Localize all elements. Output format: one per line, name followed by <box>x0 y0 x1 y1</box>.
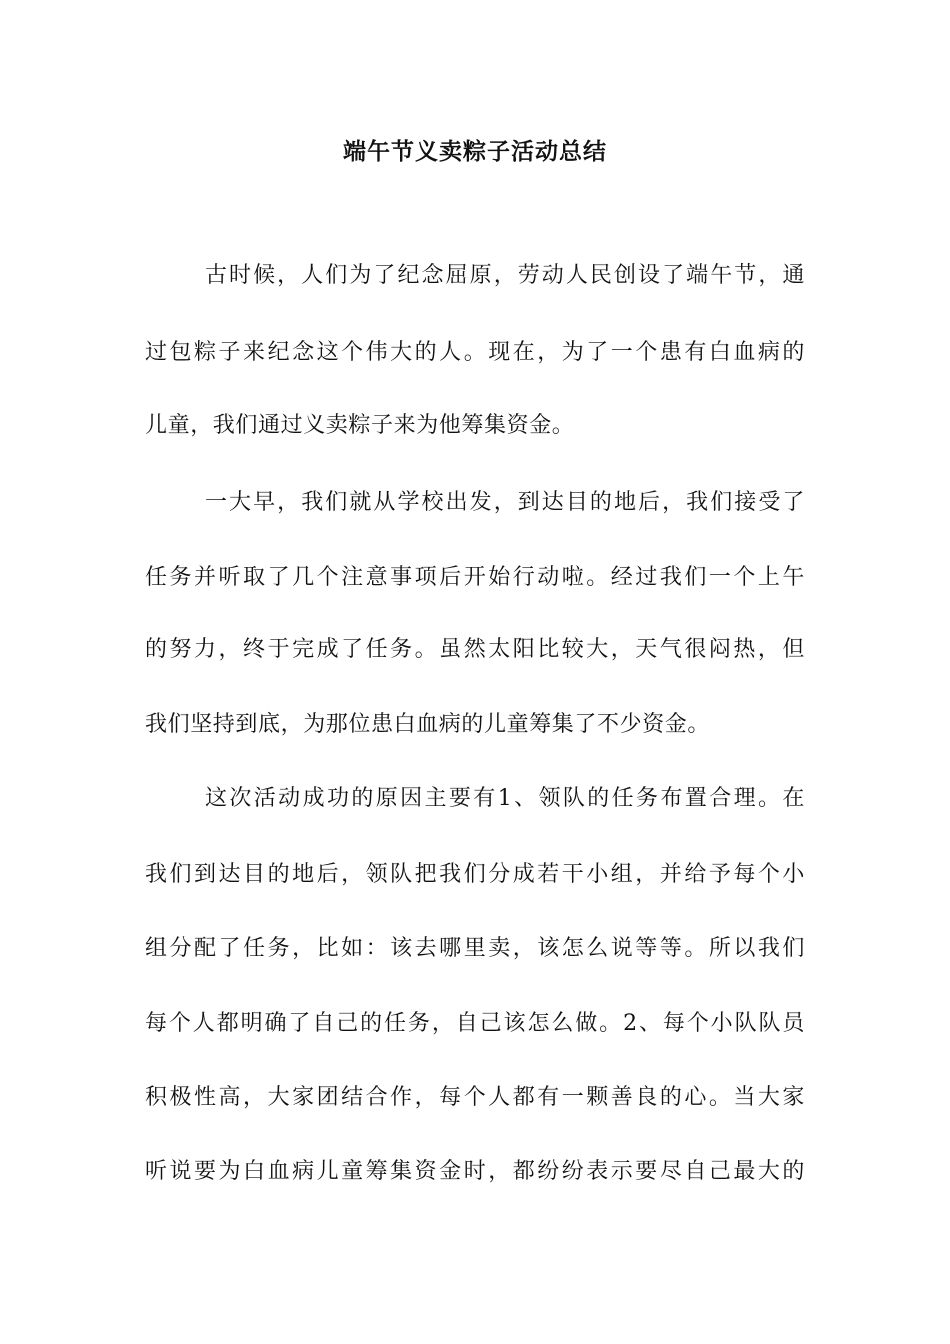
paragraph-3-line-6: 听说要为白血病儿童筹集资金时，都纷纷表示要尽自己最大的 <box>145 1159 805 1184</box>
paragraph-3-line-2: 我们到达目的地后，领队把我们分成若干小组，并给予每个小 <box>145 862 805 887</box>
paragraph-2-line-1: 一大早，我们就从学校出发，到达目的地后，我们接受了 <box>205 490 805 515</box>
paragraph-1-line-3: 儿童，我们通过义卖粽子来为他筹集资金。 <box>145 413 575 438</box>
paragraph-3-line-5: 积极性高，大家团结合作，每个人都有一颗善良的心。当大家 <box>145 1085 805 1110</box>
paragraph-2-line-2: 任务并听取了几个注意事项后开始行动啦。经过我们一个上午 <box>145 565 805 590</box>
paragraph-1-line-1: 古时候，人们为了纪念屈原，劳动人民创设了端午节，通 <box>205 263 805 288</box>
paragraph-1-line-2: 过包粽子来纪念这个伟大的人。现在，为了一个患有白血病的 <box>145 340 805 365</box>
paragraph-3-line-1: 这次活动成功的原因主要有1、领队的任务布置合理。在 <box>205 786 805 811</box>
paragraph-2-line-4: 我们坚持到底，为那位患白血病的儿童筹集了不少资金。 <box>145 712 711 737</box>
paragraph-3-line-3: 组分配了任务，比如：该去哪里卖，该怎么说等等。所以我们 <box>145 936 805 961</box>
document-title: 端午节义卖粽子活动总结 <box>343 138 607 165</box>
paragraph-3-line-4: 每个人都明确了自己的任务，自己该怎么做。2、每个小队队员 <box>145 1011 805 1036</box>
paragraph-2-line-3: 的努力，终于完成了任务。虽然太阳比较大，天气很闷热，但 <box>145 637 805 662</box>
